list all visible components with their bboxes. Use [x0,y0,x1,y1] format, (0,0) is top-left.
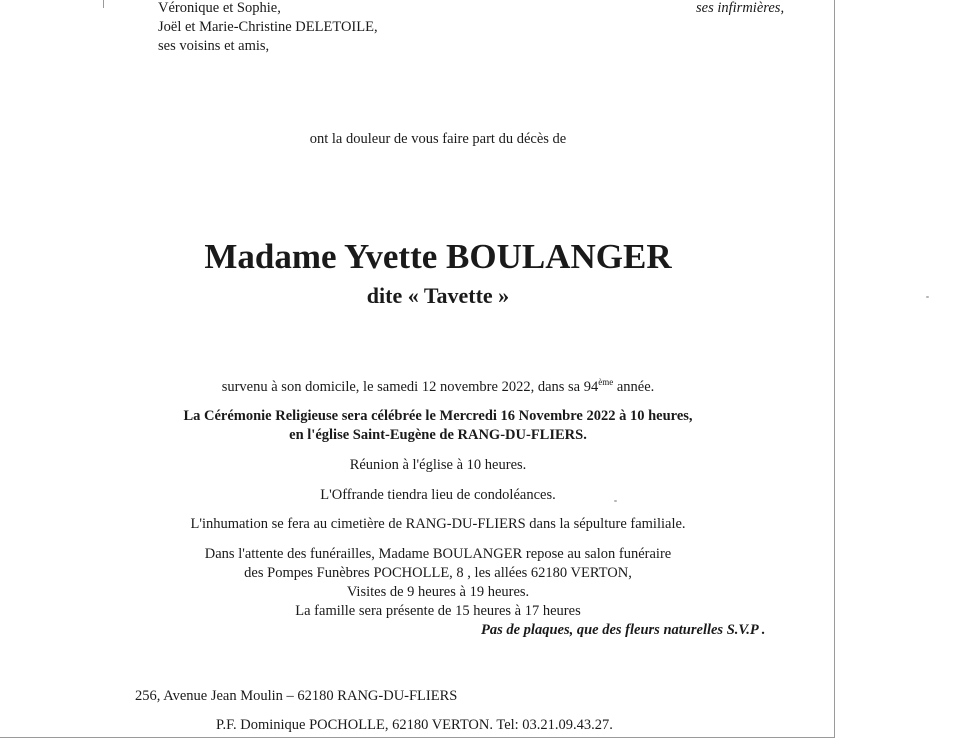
family-line-3: ses voisins et amis, [158,38,270,54]
ordinal-suffix: ème [598,377,614,387]
visiting-hours: Visites de 9 heures à 19 heures. [346,584,530,600]
death-notice-text: survenu à son domicile, le samedi 12 novembre 2022, dans sa 94 [221,379,599,395]
funeral-home-line-1: Dans l'attente des funérailles, Madame BOULANGER repose au salon funéraire [204,546,672,562]
nurses-line: ses infirmières, [696,0,785,16]
scan-speck [926,296,929,298]
address-line: 256, Avenue Jean Moulin – 62180 RANG-DU-FLIERS [135,688,458,704]
announcement-text: ont la douleur de vous faire part du décès de [309,131,567,147]
family-line-2: Joël et Marie-Christine DELETOILE, [158,19,378,35]
footer-contact: P.F. Dominique POCHOLLE, 62180 VERTON. Tel: 03.21.09.43.27. [216,717,613,733]
family-line-1: Véronique et Sophie, [158,0,281,16]
death-notice-end: année. [613,379,655,395]
burial-info: L'inhumation se fera au cimetière de RANG-DU-FLIERS dans la sépulture familiale. [190,516,686,532]
flowers-note: Pas de plaques, que des fleurs naturelles S.V.P . [481,622,766,638]
ceremony-line-2: en l'église Saint-Eugène de RANG-DU-FLIERS. [289,427,587,443]
deceased-nickname: dite « Tavette » [366,283,510,308]
death-notice [0,379,876,396]
ceremony-line-1: La Cérémonie Religieuse sera célébrée le Mercredi 16 Novembre 2022 à 10 heures, [183,408,693,424]
family-presence: La famille sera présente de 15 heures à 17 heures [295,603,581,619]
deceased-name: Madame Yvette BOULANGER [204,237,672,276]
funeral-home-line-2: des Pompes Funèbres POCHOLLE, 8 , les allées 62180 VERTON, [244,565,632,581]
offering-info: L'Offrande tiendra lieu de condoléances. [320,487,556,503]
meeting-info: Réunion à l'église à 10 heures. [349,457,527,473]
margin-mark [103,0,104,8]
